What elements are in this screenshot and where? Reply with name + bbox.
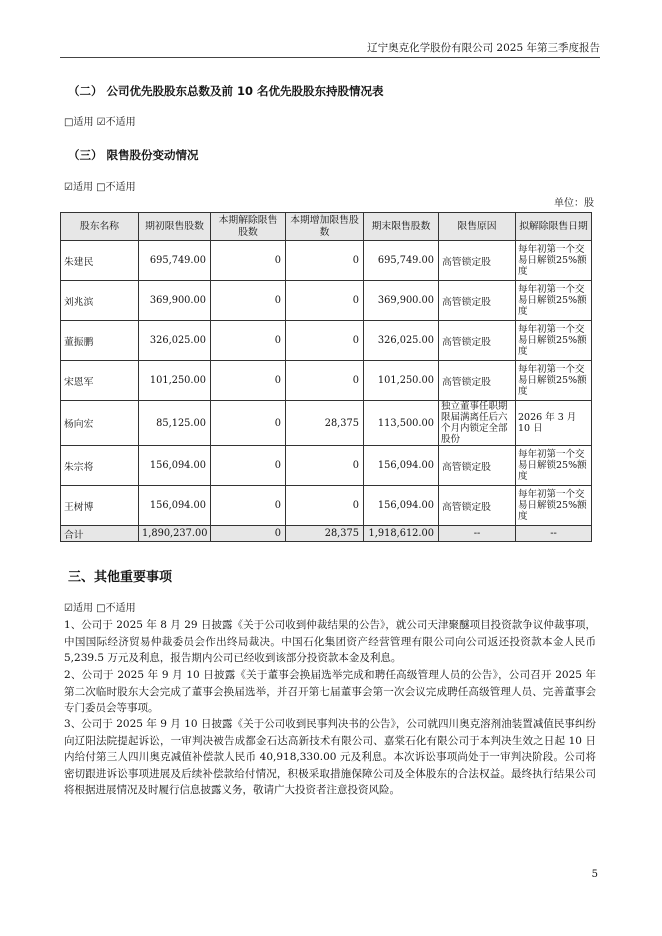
shareholder-name: 杨向宏 bbox=[61, 401, 139, 446]
other-matters-title: 三、其他重要事项 bbox=[68, 570, 173, 585]
page-number: 5 bbox=[591, 869, 598, 880]
table-row bbox=[61, 321, 592, 361]
added: 0 bbox=[286, 321, 364, 361]
released: 0 bbox=[211, 361, 286, 401]
table-row bbox=[61, 401, 592, 446]
opening-restricted: 101,250.00 bbox=[139, 361, 211, 401]
total-reason: -- bbox=[439, 526, 516, 542]
release-date: 2026 年 3 月 10 日 bbox=[516, 401, 592, 446]
closing-restricted: 156,094.00 bbox=[364, 486, 439, 526]
restriction-reason: 高管锁定股 bbox=[439, 446, 516, 486]
restriction-reason: 独立董事任职期限届满离任后六个月内锁定全部股份 bbox=[439, 401, 516, 446]
matter-paragraph: 2、公司于 2025 年 9 月 10 日披露《关于董事会换届选举完成和聘任高级管理人员的公告》，公司召开 2025 年第二次临时股东大会完成了董事会换届选举，并召开第七届董事会第一次会议完成聘任高级管理人员、完善董事会专门委员会等事项。 bbox=[64, 669, 596, 714]
restricted-shares-table bbox=[60, 212, 592, 542]
col-header: 期末限售股数 bbox=[364, 213, 439, 241]
col-header: 拟解除限售日期 bbox=[516, 213, 592, 241]
report-header: 辽宁奥克化学股份有限公司 2025 年第三季度报告 bbox=[367, 42, 600, 54]
table-row bbox=[61, 281, 592, 321]
table-row bbox=[61, 486, 592, 526]
opening-restricted: 369,900.00 bbox=[139, 281, 211, 321]
opening-restricted: 156,094.00 bbox=[139, 486, 211, 526]
not-applicable-checkbox: □ bbox=[96, 182, 106, 193]
total-closing: 1,918,612.00 bbox=[364, 526, 439, 542]
closing-restricted: 369,900.00 bbox=[364, 281, 439, 321]
added: 28,375 bbox=[286, 401, 364, 446]
matter-paragraph: 1、公司于 2025 年 8 月 29 日披露《关于公司收到仲裁结果的公告》，就公司天津聚醚项目投资款争议仲裁事项，中国国际经济贸易仲裁委员会作出终局裁决。中国石化集团资产经营管理有限公司向公司返还投资款本金人民币 5,239.5 万元及利息，报告期内公司已经收到该部分投资款本金及利息。 bbox=[64, 619, 596, 664]
total-label: 合计 bbox=[61, 526, 139, 542]
col-header: 本期解除限售股数 bbox=[211, 213, 286, 241]
applicable-checkbox: ☑ bbox=[64, 182, 73, 193]
released: 0 bbox=[211, 281, 286, 321]
released: 0 bbox=[211, 321, 286, 361]
total-date: -- bbox=[516, 526, 592, 542]
total-released: 0 bbox=[211, 526, 286, 542]
release-date: 每年初第一个交易日解锁25%额度 bbox=[516, 486, 592, 526]
restriction-reason: 高管锁定股 bbox=[439, 241, 516, 281]
added: 0 bbox=[286, 281, 364, 321]
not-applicable-checkbox: ☑ bbox=[96, 117, 106, 128]
released: 0 bbox=[211, 486, 286, 526]
released: 0 bbox=[211, 241, 286, 281]
total-added: 28,375 bbox=[286, 526, 364, 542]
shareholder-name: 王树博 bbox=[61, 486, 139, 526]
table-row bbox=[61, 361, 592, 401]
applicable-checkbox: □ bbox=[64, 117, 74, 128]
release-date: 每年初第一个交易日解锁25%额度 bbox=[516, 241, 592, 281]
col-header: 期初限售股数 bbox=[139, 213, 211, 241]
release-date: 每年初第一个交易日解锁25%额度 bbox=[516, 281, 592, 321]
shareholder-name: 董振鹏 bbox=[61, 321, 139, 361]
added: 0 bbox=[286, 241, 364, 281]
released: 0 bbox=[211, 401, 286, 446]
added: 0 bbox=[286, 361, 364, 401]
not-applicable-checkbox: □ bbox=[96, 603, 106, 614]
section-restricted-shares-title: （三） 限售股份变动情况 bbox=[68, 148, 199, 162]
other-matters-applicability: ☑适用 □不适用 bbox=[64, 603, 136, 614]
total-opening: 1,890,237.00 bbox=[139, 526, 211, 542]
release-date: 每年初第一个交易日解锁25%额度 bbox=[516, 361, 592, 401]
table-total-row bbox=[61, 526, 592, 542]
restriction-reason: 高管锁定股 bbox=[439, 486, 516, 526]
restriction-reason: 高管锁定股 bbox=[439, 321, 516, 361]
closing-restricted: 101,250.00 bbox=[364, 361, 439, 401]
shareholder-name: 朱宗将 bbox=[61, 446, 139, 486]
section-preferred-shares-title: （二） 公司优先股股东总数及前 10 名优先股股东持股情况表 bbox=[68, 84, 384, 98]
restriction-reason: 高管锁定股 bbox=[439, 361, 516, 401]
col-header: 股东名称 bbox=[61, 213, 139, 241]
matter-paragraph: 3、公司于 2025 年 9 月 10 日披露《关于公司收到民事判决书的公告》，公司就四川奥克溶剂油装置减值民事纠纷向辽阳法院提起诉讼，一审判决被告成都金石达高新技术有限公司、嘉棠石化有限公司于本判决生效之日起 10 日内给付第三人四川奥克减值补偿款人民币 40,918,330.00 元及利息。本次诉讼事项尚处于一审判决阶段。公司将密切跟进诉讼事项进展及后续补偿款给付情况，积极采取措施保障公司及全体股东的合法权益。最终执行结果公司将根据进展情况及时履行信息披露义务，敬请广大投资者注意投资风险。 bbox=[64, 718, 596, 796]
shareholder-name: 刘兆滨 bbox=[61, 281, 139, 321]
opening-restricted: 85,125.00 bbox=[139, 401, 211, 446]
unit-label: 单位：股 bbox=[554, 198, 594, 209]
released: 0 bbox=[211, 446, 286, 486]
closing-restricted: 156,094.00 bbox=[364, 446, 439, 486]
table-header-row bbox=[61, 213, 592, 241]
table-row bbox=[61, 241, 592, 281]
closing-restricted: 326,025.00 bbox=[364, 321, 439, 361]
col-header: 限售原因 bbox=[439, 213, 516, 241]
shareholder-name: 宋恩军 bbox=[61, 361, 139, 401]
restricted-shares-applicability: ☑适用 □不适用 bbox=[64, 182, 136, 193]
table-row bbox=[61, 446, 592, 486]
opening-restricted: 156,094.00 bbox=[139, 446, 211, 486]
shareholder-name: 朱建民 bbox=[61, 241, 139, 281]
preferred-shares-applicability: □适用 ☑不适用 bbox=[64, 117, 136, 128]
header-rule bbox=[60, 57, 600, 58]
added: 0 bbox=[286, 486, 364, 526]
added: 0 bbox=[286, 446, 364, 486]
release-date: 每年初第一个交易日解锁25%额度 bbox=[516, 446, 592, 486]
closing-restricted: 113,500.00 bbox=[364, 401, 439, 446]
opening-restricted: 326,025.00 bbox=[139, 321, 211, 361]
closing-restricted: 695,749.00 bbox=[364, 241, 439, 281]
restriction-reason: 高管锁定股 bbox=[439, 281, 516, 321]
col-header: 本期增加限售股数 bbox=[286, 213, 364, 241]
applicable-checkbox: ☑ bbox=[64, 603, 73, 614]
release-date: 每年初第一个交易日解锁25%额度 bbox=[516, 321, 592, 361]
opening-restricted: 695,749.00 bbox=[139, 241, 211, 281]
